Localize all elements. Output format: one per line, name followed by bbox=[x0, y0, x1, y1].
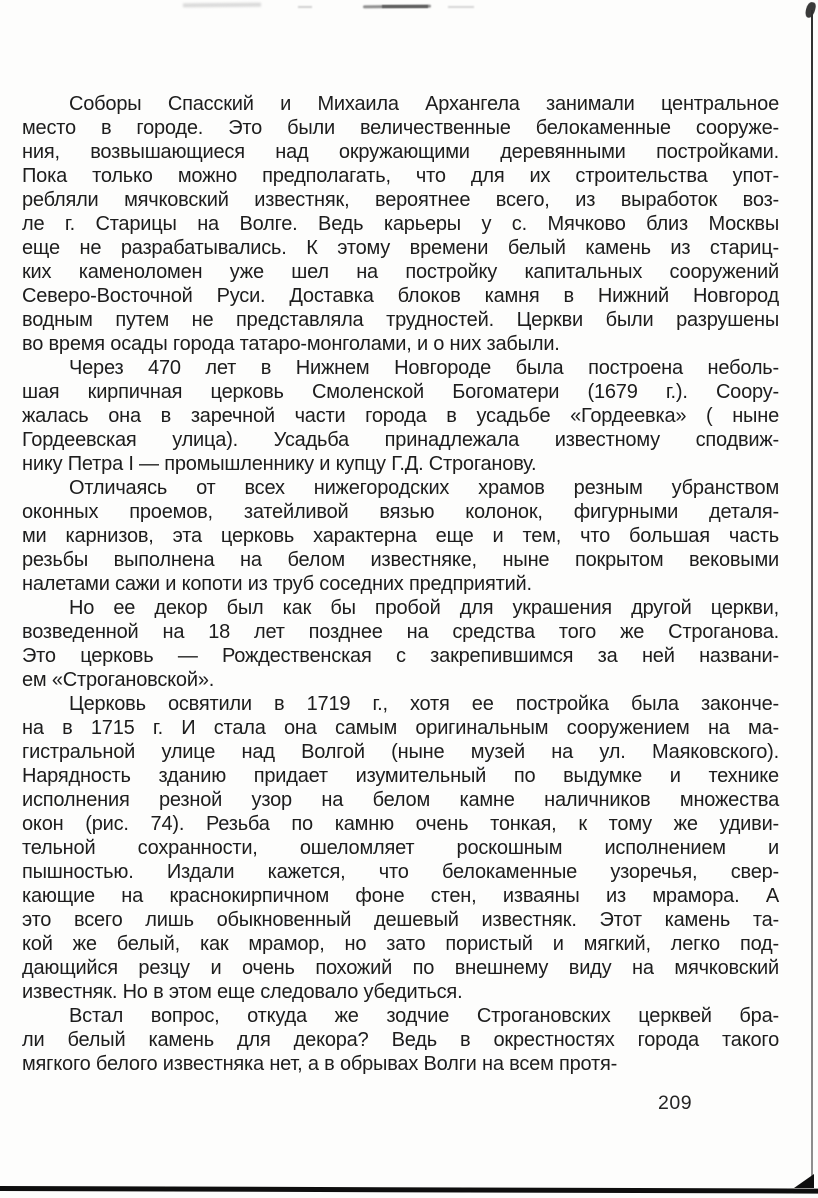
text-line: ребляли мячковский известняк, вероятнее всего, из выработок воз- bbox=[22, 189, 779, 211]
text-line: Через 470 лет в Нижнем Новгороде была построена неболь- bbox=[69, 357, 779, 379]
text-line: ле г. Старицы на Волге. Ведь карьеры у с. Мячково близ Москвы bbox=[22, 213, 779, 235]
page-right-edge-line bbox=[811, 10, 813, 1182]
scan-smudge-top-right bbox=[448, 6, 474, 8]
text-line: жалась она в заречной части города в усадьбе «Гордеевка» ( ныне bbox=[22, 405, 779, 427]
text-line: Встал вопрос, откуда же зодчие Строгановских церквей бра- bbox=[69, 1005, 779, 1027]
text-line: ния, возвышающиеся над окружающими деревянными постройками. bbox=[22, 141, 779, 163]
text-line: кой же белый, как мрамор, но зато пористый и мягкий, легко под- bbox=[22, 933, 779, 955]
text-line: место в городе. Это были величественные белокаменные сооруже- bbox=[22, 117, 779, 139]
text-line: Соборы Спасский и Михаила Архангела занимали центральное bbox=[69, 93, 779, 115]
text-line: мягкого белого известняка нет, а в обрывах Волги на всем протя- bbox=[22, 1053, 618, 1075]
text-line: на в 1715 г. И стала она самым оригинальным сооружением на ма- bbox=[22, 717, 779, 739]
text-line: Это церковь — Рождественская с закрепившимся за ней названи- bbox=[22, 645, 779, 667]
page-bottom-edge-line bbox=[0, 1186, 818, 1193]
text-line: Но ее декор был как бы пробой для украшения другой церкви, bbox=[69, 597, 779, 619]
text-line: Нарядность зданию придает изумительный по выдумке и технике bbox=[22, 765, 779, 787]
scan-smudge-top-mid bbox=[298, 6, 312, 8]
text-line: гистральной улице над Волгой (ныне музей на ул. Маяковского). bbox=[22, 741, 779, 763]
text-line: тельной сохранности, ошеломляет роскошным исполнением и bbox=[22, 837, 779, 859]
text-line: оконных проемов, затейливой вязью колонок, фигурными деталя- bbox=[22, 501, 779, 523]
text-line: кающие на краснокирпичном фоне стен, изваяны из мрамора. А bbox=[22, 885, 779, 907]
text-line: ем «Строгановской». bbox=[22, 669, 215, 691]
scan-dash-top-core bbox=[382, 5, 428, 8]
text-line: еще не разрабатывались. К этому времени белый камень из стариц- bbox=[22, 237, 779, 259]
page-number: 209 bbox=[658, 1092, 693, 1114]
text-line: ми карнизов, эта церковь характерна еще и тем, что большая часть bbox=[22, 525, 779, 547]
text-line: пышностью. Издали кажется, что белокаменные узоречья, свер- bbox=[22, 861, 779, 883]
text-line: нику Петра I — промышленнику и купцу Г.Д. Строганову. bbox=[22, 453, 537, 475]
text-line: водным путем не представляла трудностей. Церкви были разрушены bbox=[22, 309, 779, 331]
text-line: ких каменоломен уже шел на постройку капитальных сооружений bbox=[22, 261, 779, 283]
text-line: Церковь освятили в 1719 г., хотя ее постройка была законче- bbox=[69, 693, 779, 715]
scan-smudge-top-left bbox=[183, 3, 261, 8]
text-line: это всего лишь обыкновенный дешевый известняк. Этот камень та- bbox=[22, 909, 779, 931]
text-line: шая кирпичная церковь Смоленской Богоматери (1679 г.). Соору- bbox=[22, 381, 779, 403]
text-line: Отличаясь от всех нижегородских храмов резным убранством bbox=[69, 477, 779, 499]
text-line: резьбы выполнена на белом известняке, ныне покрытом вековыми bbox=[22, 549, 779, 571]
text-line: во время осады города татаро-монголами, и о них забыли. bbox=[22, 333, 560, 355]
text-line: возведенной на 18 лет позднее на средства того же Строганова. bbox=[22, 621, 779, 643]
text-line: Гордеевская улица). Усадьба принадлежала известному сподвиж- bbox=[22, 429, 779, 451]
text-line: дающийся резцу и очень похожий по внешнему виду на мячковский bbox=[22, 957, 779, 979]
text-line: Пока только можно предполагать, что для их строительства упот- bbox=[22, 165, 779, 187]
text-line: ли белый камень для декора? Ведь в окрестностях города такого bbox=[22, 1029, 779, 1051]
text-line: Северо-Восточной Руси. Доставка блоков камня в Нижний Новгород bbox=[22, 285, 779, 307]
text-line: налетами сажи и копоти из труб соседних предприятий. bbox=[22, 573, 532, 595]
body-text bbox=[22, 92, 779, 1076]
text-line: известняк. Но в этом еще следовало убедиться. bbox=[22, 981, 463, 1003]
text-line: окон (рис. 74). Резьба по камню очень тонкая, к тому же удиви- bbox=[22, 813, 779, 835]
text-line: исполнения резной узор на белом камне наличников множества bbox=[22, 789, 779, 811]
